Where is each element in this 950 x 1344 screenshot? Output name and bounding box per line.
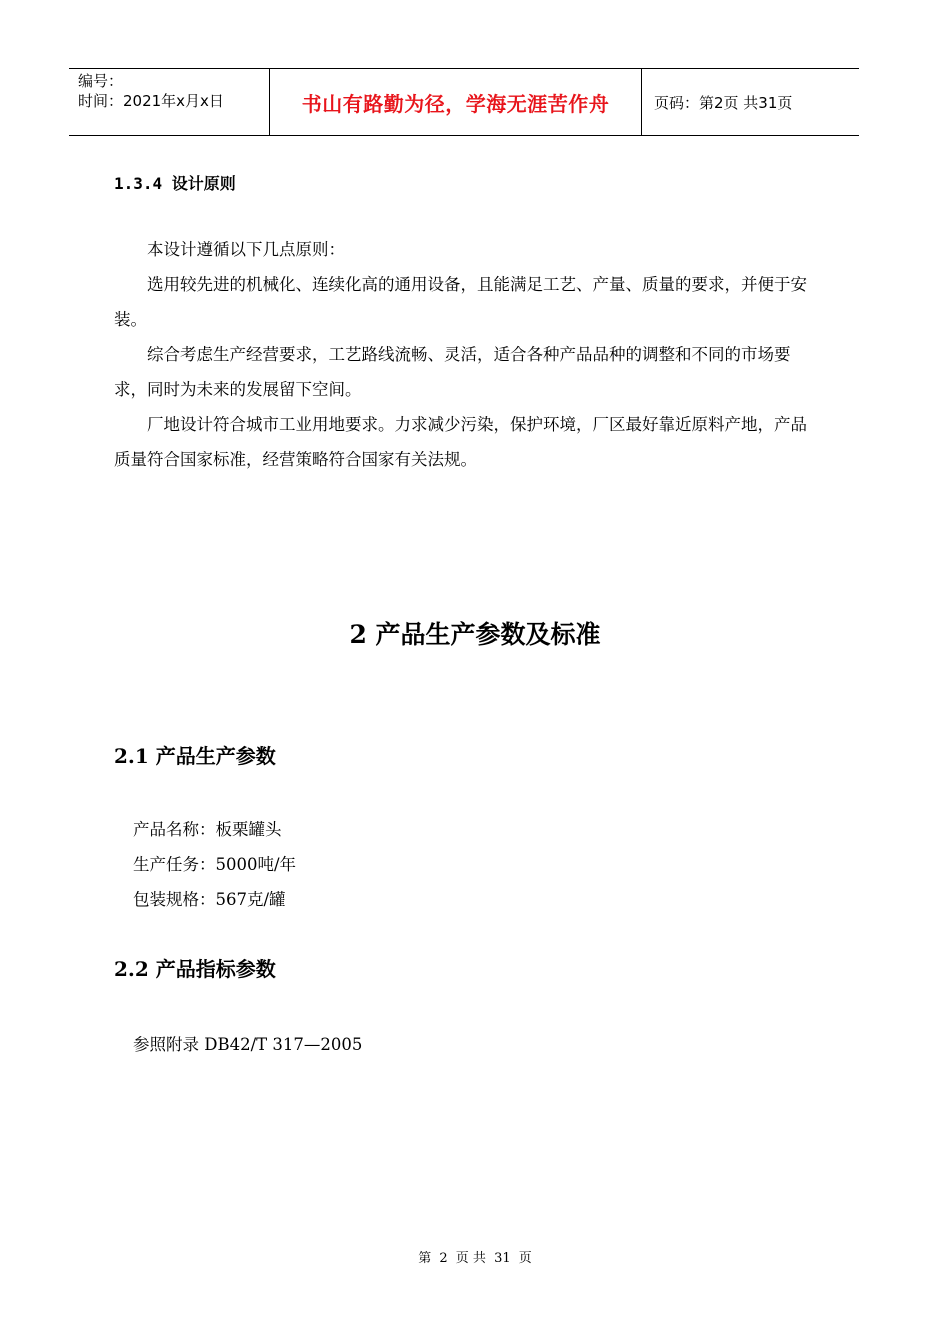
motto: 书山有路勤为径，学海无涯苦作舟 <box>301 91 610 116</box>
footer-suffix: 页 <box>518 1251 532 1266</box>
chapter-2-title: 2 产品生产参数及标准 <box>349 620 601 649</box>
param-item: 产品名称：板栗罐头 <box>133 820 282 839</box>
date-line: 时间：2021年x月x日 <box>78 92 224 110</box>
header-table <box>69 68 859 136</box>
serial-label: 编号： <box>78 72 124 90</box>
param-item: 包装规格：567克/罐 <box>133 890 286 909</box>
page-info: 页码：第2页 共31页 <box>654 93 793 112</box>
section-2-1-title: 2.1 产品生产参数 <box>114 744 276 768</box>
footer-total-pages: 31 <box>494 1251 511 1266</box>
paragraph: 本设计遵循以下几点原则： <box>147 240 345 259</box>
paragraph: 选用较先进的机械化、连续化高的通用设备，且能满足工艺、产量、质量的要求，并便于安装。 <box>114 275 807 329</box>
header-motto-cell <box>270 69 642 135</box>
footer-page-number: 2 <box>439 1251 448 1266</box>
section-1-3-4-body <box>114 232 814 477</box>
header-meta-cell <box>69 69 270 135</box>
page-footer <box>0 1247 950 1266</box>
param-item: 生产任务：5000吨/年 <box>133 855 297 874</box>
footer-prefix: 第 <box>418 1251 432 1266</box>
section-1-3-4-title: 1.3.4 设计原则 <box>114 174 236 193</box>
section-2-2-title: 2.2 产品指标参数 <box>114 957 276 981</box>
header-page-cell <box>642 69 859 135</box>
paragraph: 综合考虑生产经营要求，工艺路线流畅、灵活，适合各种产品品种的调整和不同的市场要求，同时为未来的发展留下空间。 <box>114 345 791 399</box>
reference-line: 参照附录 DB42/T 317—2005 <box>133 1035 363 1054</box>
paragraph: 厂地设计符合城市工业用地要求。力求减少污染，保护环境，厂区最好靠近原料产地，产品质量符合国家标准，经营策略符合国家有关法规。 <box>114 415 807 469</box>
footer-mid: 页 共 <box>455 1251 486 1266</box>
product-params-list <box>133 812 296 917</box>
